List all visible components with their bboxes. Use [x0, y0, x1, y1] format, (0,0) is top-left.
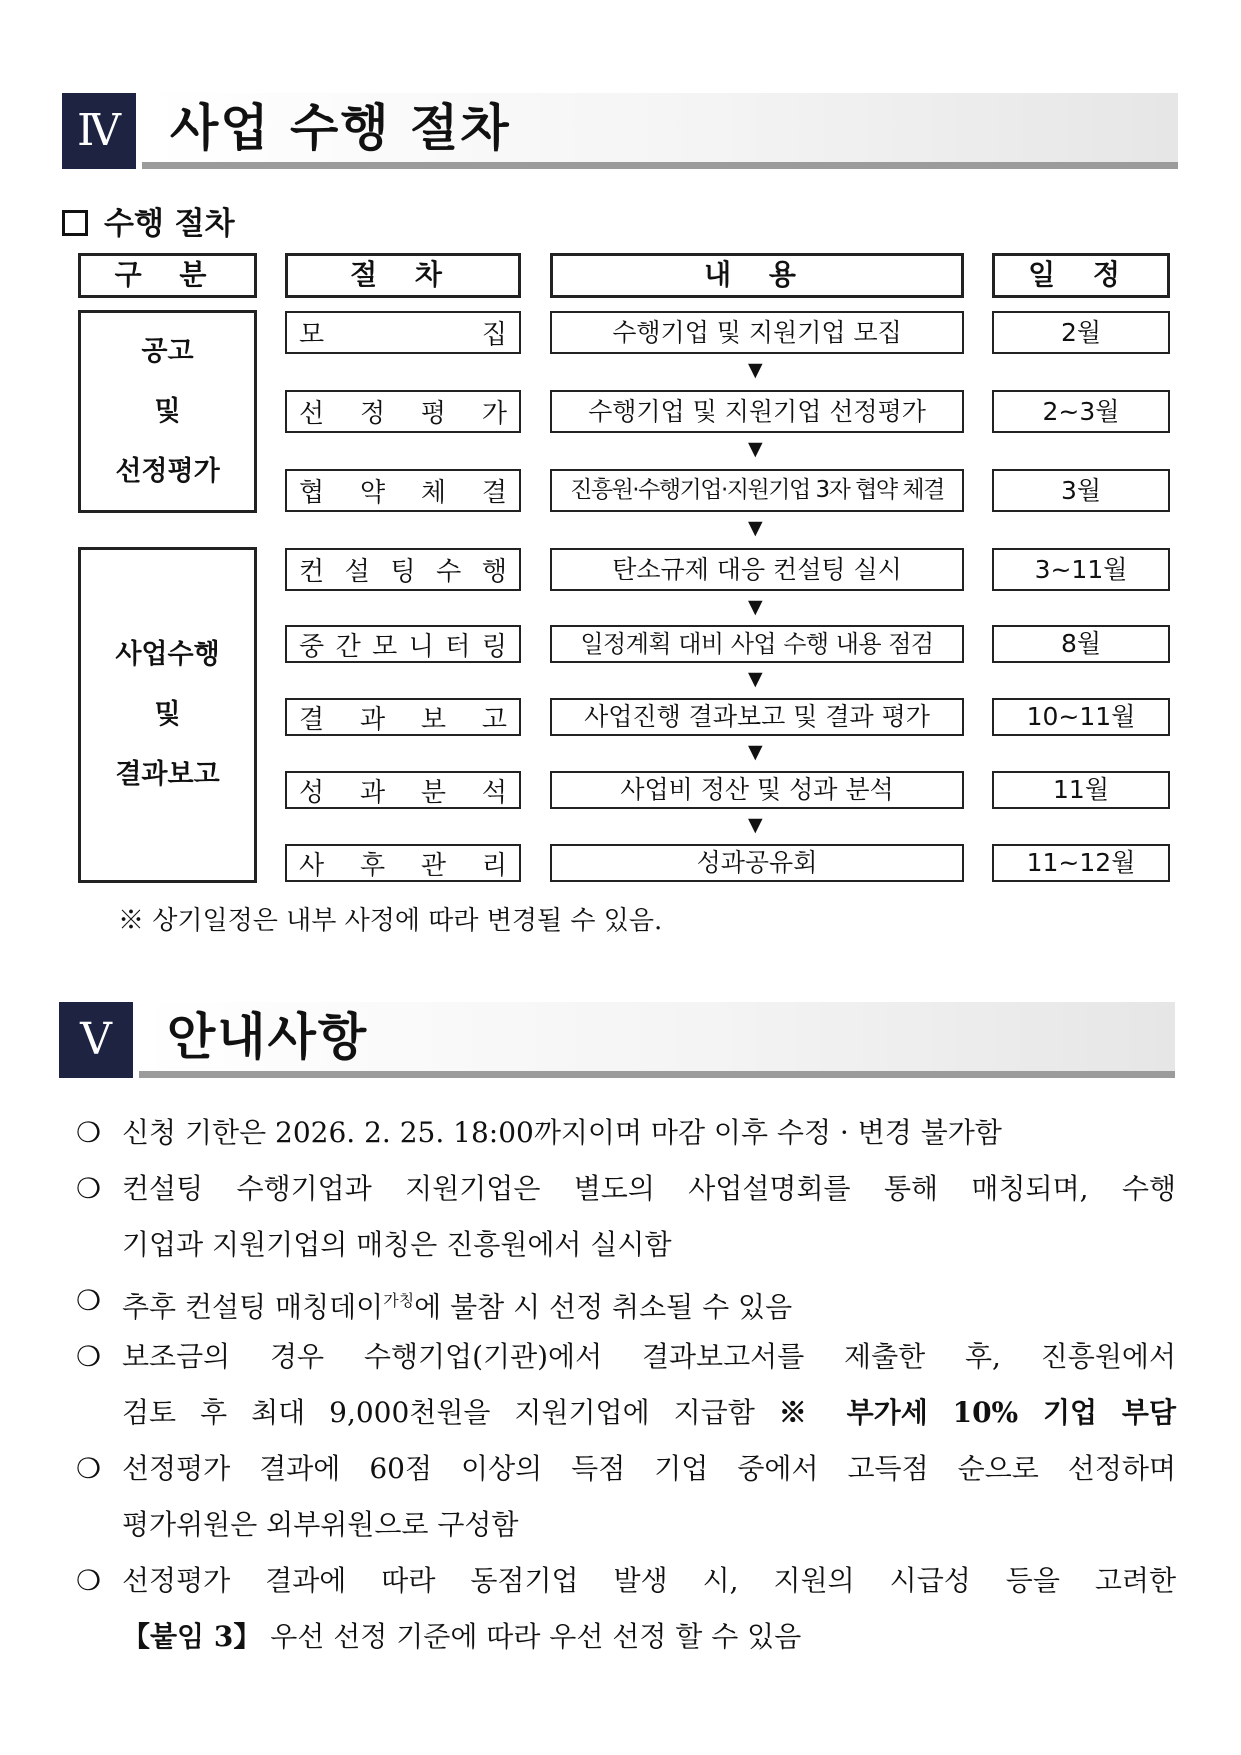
bullet-circle-icon: ❍ — [76, 1452, 102, 1485]
content-evaluation: 수행기업 및 지원기업 선정평가 — [550, 390, 964, 433]
notice-line: 평가위원은 외부위원으로 구성함 — [122, 1508, 519, 1541]
bullet-circle-icon: ❍ — [76, 1116, 102, 1149]
category-line: 및 — [154, 395, 181, 427]
notice-selection — [76, 1441, 1176, 1553]
category-announcement — [78, 310, 257, 513]
bullet-circle-icon: ❍ — [76, 1340, 102, 1373]
content-monitoring: 일정계획 대비 사업 수행 내용 점검 — [550, 625, 964, 663]
step-consulting — [285, 548, 521, 591]
notice-superscript: 가칭 — [383, 1291, 415, 1310]
category-line: 공고 — [141, 335, 194, 367]
flow-arrow-icon: ▼ — [748, 596, 763, 618]
schedule-agreement: 3월 — [992, 469, 1170, 512]
step-char: 가 — [481, 399, 507, 429]
category-line: 및 — [154, 699, 181, 730]
section-5-number: Ⅴ — [59, 1002, 133, 1078]
notice-tie — [76, 1553, 1176, 1665]
step-char: 선 — [299, 399, 325, 429]
step-char: 링 — [481, 631, 507, 662]
bullet-circle-icon: ❍ — [76, 1564, 102, 1597]
notice-line: 보조금의 경우 수행기업(기관)에서 결과보고서를 제출한 후, 진흥원에서 — [122, 1340, 1176, 1373]
notice-line: 컨설팅 수행기업과 지원기업은 별도의 사업설명회를 통해 매칭되며, 수행 — [122, 1172, 1176, 1205]
category-line: 선정평가 — [115, 455, 220, 487]
header-content: 내 용 — [550, 253, 964, 298]
category-line: 사업수행 — [115, 639, 220, 670]
step-char: 후 — [359, 850, 386, 881]
step-char: 과 — [359, 777, 386, 808]
notice-text: 검토 후 최대 9,000천원을 지원기업에 지급함 — [122, 1396, 755, 1429]
header-procedure: 절 차 — [285, 253, 521, 298]
content-agreement: 진흥원·수행기업·지원기업 3자 협약 체결 — [550, 469, 964, 512]
schedule-recruit: 2월 — [992, 311, 1170, 354]
notice-text: 에 불참 시 선정 취소될 수 있음 — [414, 1290, 793, 1324]
step-char: 분 — [420, 777, 447, 808]
schedule-report: 10~11월 — [992, 698, 1170, 736]
step-char: 사 — [299, 850, 325, 881]
flow-arrow-icon: ▼ — [748, 814, 763, 836]
step-char: 집 — [481, 320, 507, 350]
step-char: 체 — [420, 478, 447, 508]
step-char: 모 — [372, 631, 398, 662]
notice-deadline — [76, 1105, 1176, 1161]
step-char: 정 — [359, 399, 386, 429]
notice-bold: 【붙임 3】 — [122, 1620, 262, 1653]
content-analysis: 사업비 정산 및 성과 분석 — [550, 771, 964, 809]
step-analysis — [285, 771, 521, 809]
notice-matching-day — [76, 1273, 1176, 1335]
bullet-circle-icon: ❍ — [76, 1172, 102, 1205]
step-char: 석 — [481, 777, 507, 808]
step-char: 중 — [299, 631, 325, 662]
bullet-circle-icon: ❍ — [76, 1284, 102, 1317]
notice-bold: ※ 부가세 10% 기업 부담 — [778, 1396, 1176, 1429]
step-char: 수 — [436, 557, 462, 587]
notice-matching — [76, 1161, 1176, 1273]
section-4-underline — [142, 162, 1178, 169]
step-report — [285, 698, 521, 736]
step-agreement — [285, 469, 521, 512]
step-char: 결 — [481, 478, 507, 508]
schedule-evaluation: 2~3월 — [992, 390, 1170, 433]
schedule-monitoring: 8월 — [992, 625, 1170, 663]
step-monitoring — [285, 625, 521, 663]
subheading-text: 수행 절차 — [104, 206, 235, 242]
notice-line — [76, 1385, 1176, 1441]
section-5-underline — [139, 1071, 1175, 1078]
step-char: 설 — [344, 557, 370, 587]
schedule-analysis: 11월 — [992, 771, 1170, 809]
content-report: 사업진행 결과보고 및 결과 평가 — [550, 698, 964, 736]
notice-line — [76, 1609, 1176, 1665]
category-line: 결과보고 — [115, 759, 220, 790]
flow-arrow-icon: ▼ — [748, 438, 763, 460]
flow-arrow-icon: ▼ — [748, 741, 763, 763]
step-char: 팅 — [390, 557, 416, 587]
step-char: 협 — [299, 478, 325, 508]
section-5-title: 안내사항 — [167, 1008, 369, 1066]
step-char: 관 — [420, 850, 447, 881]
notice-line: 기업과 지원기업의 매칭은 진흥원에서 실시함 — [122, 1228, 672, 1261]
checkbox-square-icon — [62, 210, 88, 236]
step-char: 간 — [335, 631, 361, 662]
flow-arrow-icon: ▼ — [748, 668, 763, 690]
step-char: 고 — [481, 704, 507, 735]
notice-text: 추후 컨설팅 매칭데이 — [122, 1290, 384, 1324]
header-schedule: 일 정 — [992, 253, 1170, 298]
step-char: 컨 — [299, 557, 325, 587]
step-evaluation — [285, 390, 521, 433]
section-4-number: Ⅳ — [62, 93, 136, 169]
section-4-header — [62, 93, 1178, 169]
step-char: 결 — [299, 704, 325, 735]
notice-text: 우선 선정 기준에 따라 우선 선정 할 수 있음 — [270, 1620, 802, 1653]
notice-line: 신청 기한은 2026. 2. 25. 18:00까지이며 마감 이후 수정 · 변경 불가함 — [122, 1116, 1002, 1149]
notice-subsidy — [76, 1329, 1176, 1441]
step-char: 과 — [359, 704, 386, 735]
flow-arrow-icon: ▼ — [748, 517, 763, 539]
step-char: 평 — [420, 399, 447, 429]
step-char: 보 — [420, 704, 447, 735]
content-recruit: 수행기업 및 지원기업 모집 — [550, 311, 964, 354]
step-char: 약 — [359, 478, 386, 508]
step-followup — [285, 844, 521, 882]
content-consulting: 탄소규제 대응 컨설팅 실시 — [550, 548, 964, 591]
header-category: 구 분 — [78, 253, 257, 298]
content-followup: 성과공유회 — [550, 844, 964, 882]
notice-line — [76, 1273, 1176, 1335]
step-char: 행 — [481, 557, 507, 587]
step-recruit — [285, 311, 521, 354]
step-char: 니 — [408, 631, 434, 662]
step-char: 모 — [299, 320, 325, 350]
notice-line: 선정평가 결과에 따라 동점기업 발생 시, 지원의 시급성 등을 고려한 — [122, 1564, 1176, 1597]
section-5-header — [59, 1002, 1175, 1078]
step-char: 리 — [481, 850, 507, 881]
schedule-followup: 11~12월 — [992, 844, 1170, 882]
subheading — [62, 198, 235, 243]
schedule-note: ※ 상기일정은 내부 사정에 따라 변경될 수 있음. — [118, 906, 663, 936]
section-4-title: 사업 수행 절차 — [170, 99, 511, 157]
step-char: 성 — [299, 777, 325, 808]
category-execution — [78, 547, 257, 883]
flow-arrow-icon: ▼ — [748, 359, 763, 381]
notice-line: 선정평가 결과에 60점 이상의 득점 기업 중에서 고득점 순으로 선정하며 — [122, 1452, 1176, 1485]
step-char: 터 — [445, 631, 471, 662]
schedule-consulting: 3~11월 — [992, 548, 1170, 591]
